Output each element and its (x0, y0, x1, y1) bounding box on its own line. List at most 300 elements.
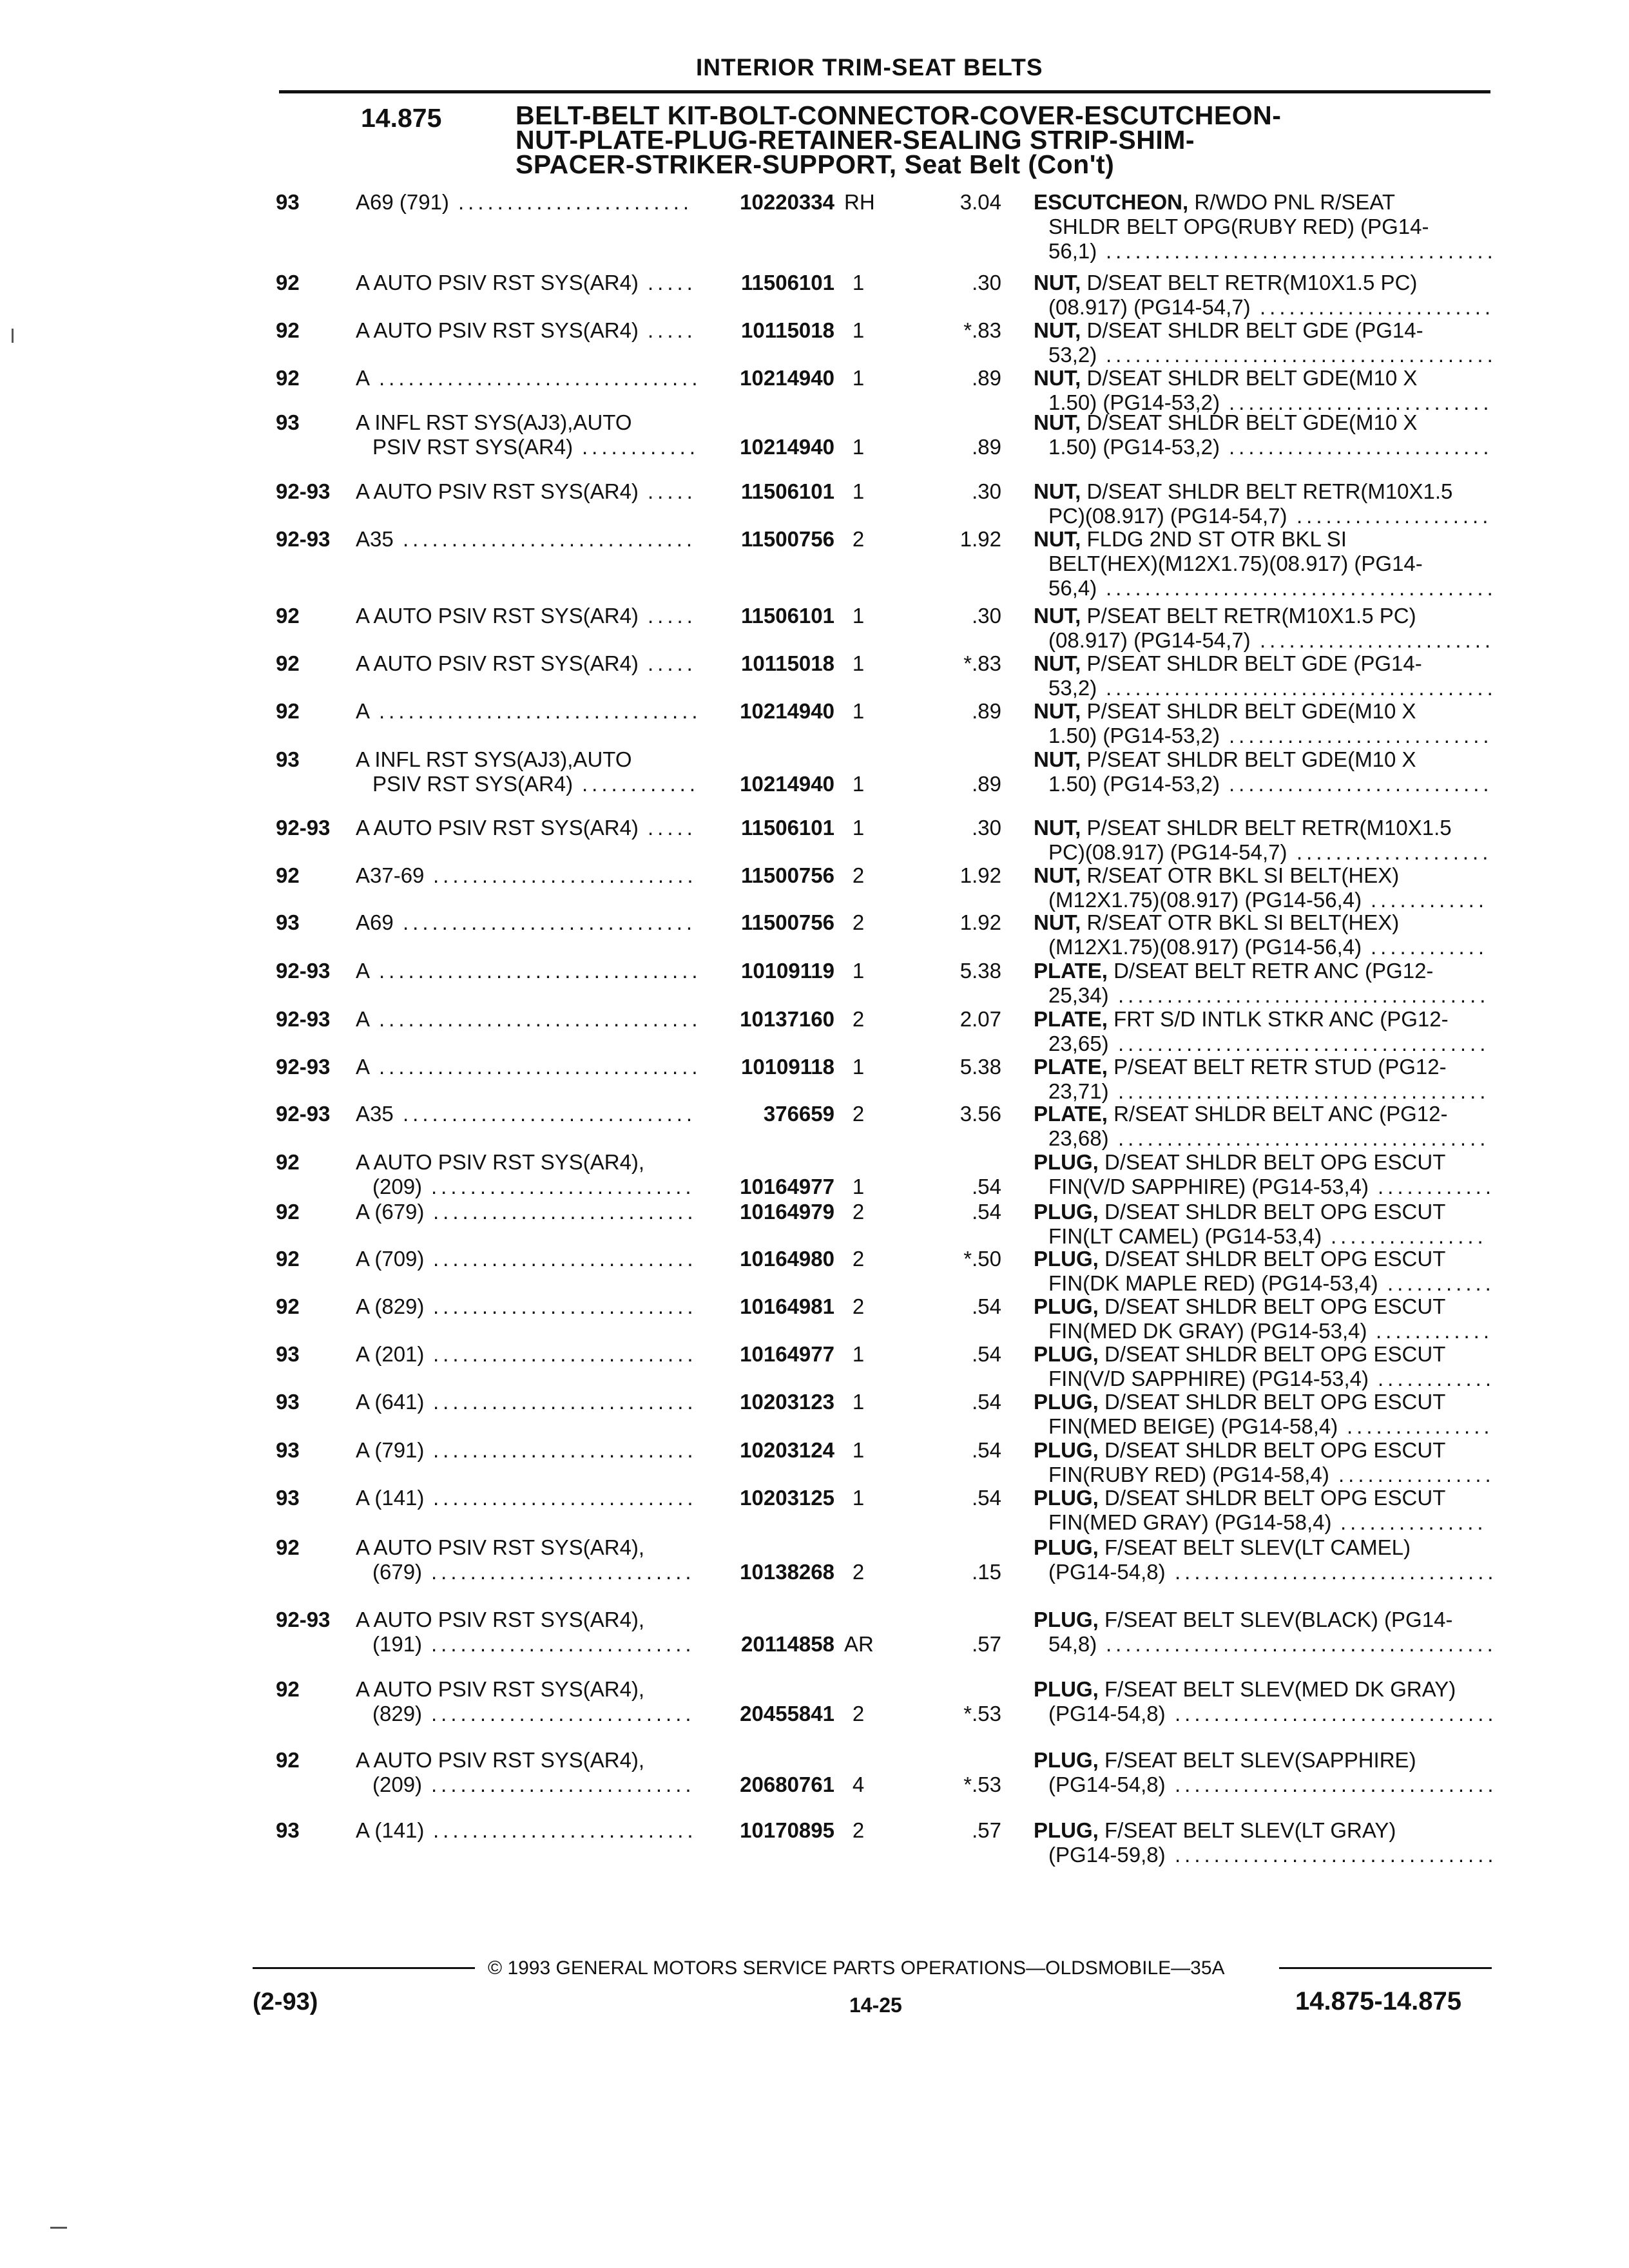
part-number: 11500756 (740, 527, 834, 551)
description-label: PLUG, (1034, 1342, 1099, 1366)
application: A35 (356, 527, 394, 551)
application: A37-69 (356, 863, 425, 887)
description-text: D/SEAT SHLDR BELT OPG ESCUT (1104, 1342, 1446, 1366)
description-line-1 (1034, 747, 1416, 772)
description-line-1 (1034, 816, 1452, 840)
description-text: D/SEAT SHLDR BELT OPG ESCUT (1104, 1390, 1446, 1414)
description-label: PLATE, (1034, 1102, 1108, 1126)
model-year: 93 (276, 1818, 300, 1842)
description-label: NUT, (1034, 479, 1081, 503)
leader-dots: ................................. (1175, 1843, 1498, 1867)
quantity: 1 (852, 366, 865, 390)
description-line-2: PC)(08.917) (PG14-54,7) (1048, 504, 1287, 528)
description-line-2: (M12X1.75)(08.917) (PG14-56,4) (1048, 888, 1362, 912)
quantity: 1 (852, 1486, 865, 1510)
part-number: 10164979 (740, 1200, 834, 1224)
price: .54 (972, 1390, 1001, 1414)
description-label: PLUG, (1034, 1294, 1099, 1318)
price: .30 (972, 604, 1001, 628)
description-line-2: 23,65) (1048, 1032, 1109, 1055)
section-number: 14.875 (361, 103, 442, 133)
leader-dots: ................................. (379, 699, 702, 723)
leader-dots: ........................ (1260, 628, 1495, 652)
leader-dots: ................ (1331, 1224, 1487, 1248)
description-text: D/SEAT SHLDR BELT GDE (PG14- (1086, 318, 1423, 342)
footer-section-range: 14.875-14.875 (1295, 1987, 1462, 2015)
part-number: 11506101 (740, 271, 834, 294)
leader-dots: ........................... (433, 1390, 697, 1414)
description-line-1 (1034, 410, 1417, 435)
model-year: 92 (276, 1247, 300, 1271)
description-label: PLATE, (1034, 959, 1108, 983)
part-number: 10138268 (740, 1560, 834, 1584)
leader-dots: ...................................... (1118, 1032, 1490, 1055)
description-label: ESCUTCHEON, (1034, 190, 1189, 214)
application: A (356, 1007, 371, 1031)
leader-dots: .............................. (403, 527, 697, 551)
leader-dots: ........................... (433, 1200, 697, 1224)
model-year: 92-93 (276, 816, 331, 840)
leader-dots: ........................... (431, 1702, 695, 1725)
description-line-1 (1034, 1438, 1445, 1463)
part-number: 10214940 (740, 435, 834, 459)
description-line-2: FIN(LT CAMEL) (PG14-53,4) (1048, 1224, 1322, 1248)
quantity: RH (844, 190, 875, 214)
part-number: 10115018 (740, 318, 834, 342)
description-line-2: SHLDR BELT OPG(RUBY RED) (PG14- (1048, 215, 1429, 238)
description-label: NUT, (1034, 366, 1081, 390)
leader-dots: ........................................ (1106, 343, 1497, 367)
part-number: 10203124 (740, 1438, 834, 1462)
price: .54 (972, 1438, 1001, 1462)
model-year: 92-93 (276, 1055, 331, 1079)
application: A (791) (356, 1438, 425, 1462)
description-text: R/SEAT SHLDR BELT ANC (PG12- (1113, 1102, 1448, 1126)
part-number: 10109119 (740, 959, 834, 983)
leader-dots: ...................................... (1118, 1079, 1490, 1103)
description-line-2: 1.50) (PG14-53,2) (1048, 772, 1220, 796)
part-number: 10220334 (740, 190, 834, 214)
leader-dots: ..... (648, 318, 697, 342)
description-line-2: FIN(MED BEIGE) (PG14-58,4) (1048, 1414, 1338, 1438)
model-year: 93 (276, 1438, 300, 1462)
part-number: 10214940 (740, 366, 834, 390)
description-text: D/SEAT SHLDR BELT OPG ESCUT (1104, 1247, 1446, 1271)
application: A35 (356, 1102, 394, 1126)
model-year: 92-93 (276, 1608, 331, 1631)
description-line-2: 53,2) (1048, 676, 1097, 700)
application: A AUTO PSIV RST SYS(AR4) (356, 318, 639, 342)
footer-copyright: © 1993 GENERAL MOTORS SERVICE PARTS OPERATIONS—OLDSMOBILE—35A (488, 1957, 1225, 1979)
description-label: PLUG, (1034, 1390, 1099, 1414)
description-text: P/SEAT SHLDR BELT GDE(M10 X (1086, 699, 1416, 723)
description-line-1 (1034, 1818, 1396, 1843)
footer-rule-right (1279, 1967, 1492, 1969)
description-line-2: 53,2) (1048, 343, 1097, 367)
quantity: 2 (852, 1102, 865, 1126)
leader-dots: ............... (1347, 1414, 1494, 1438)
application: A (641) (356, 1390, 425, 1414)
description-line-2: FIN(V/D SAPPHIRE) (PG14-53,4) (1048, 1367, 1369, 1390)
description-line-2: (M12X1.75)(08.917) (PG14-56,4) (1048, 935, 1362, 959)
description-line-1 (1034, 1200, 1445, 1224)
leader-dots: ........................... (431, 1175, 695, 1198)
price: .54 (972, 1342, 1001, 1366)
description-line-2: (PG14-54,8) (1048, 1773, 1166, 1796)
leader-dots: ............ (1378, 1367, 1496, 1390)
part-number: 10203125 (740, 1486, 834, 1510)
price: *.83 (963, 318, 1001, 342)
section-title-line-3: SPACER-STRIKER-SUPPORT, Seat Belt (Con't) (516, 149, 1115, 179)
description-label: NUT, (1034, 910, 1081, 934)
description-text: FLDG 2ND ST OTR BKL SI (1086, 527, 1347, 551)
description-line-2: 1.50) (PG14-53,2) (1048, 724, 1220, 747)
leader-dots: ........................... (433, 1342, 697, 1366)
description-text: P/SEAT SHLDR BELT RETR(M10X1.5 (1086, 816, 1452, 840)
description-line-2: (PG14-54,8) (1048, 1702, 1166, 1725)
application: A (356, 959, 371, 983)
price: *.50 (963, 1247, 1001, 1271)
price: .15 (972, 1560, 1001, 1584)
leader-dots: ............ (582, 772, 700, 796)
leader-dots: ................................. (379, 1007, 702, 1031)
description-label: PLUG, (1034, 1535, 1099, 1559)
part-number: 10214940 (740, 699, 834, 723)
description-text: D/SEAT SHLDR BELT OPG ESCUT (1104, 1438, 1446, 1462)
model-year: 92 (276, 651, 300, 675)
price: 2.07 (959, 1007, 1001, 1031)
leader-dots: ........................... (1229, 390, 1493, 414)
price: .89 (972, 366, 1001, 390)
application: A (201) (356, 1342, 425, 1366)
description-line-1 (1034, 1748, 1416, 1773)
model-year: 92-93 (276, 959, 331, 983)
description-label: PLUG, (1034, 1247, 1099, 1271)
leader-dots: ................................. (379, 959, 702, 983)
description-label: PLUG, (1034, 1438, 1099, 1462)
model-year: 92-93 (276, 1007, 331, 1031)
application: A (141) (356, 1818, 425, 1842)
part-number: 10137160 (740, 1007, 834, 1031)
quantity: 2 (852, 1294, 865, 1318)
leader-dots: ................................. (1175, 1560, 1498, 1584)
application: A AUTO PSIV RST SYS(AR4), (356, 1748, 645, 1772)
model-year: 92 (276, 271, 300, 294)
description-text: R/WDO PNL R/SEAT (1194, 190, 1396, 214)
leader-dots: ........................... (1229, 435, 1493, 459)
price: .57 (972, 1632, 1001, 1656)
description-line-1 (1034, 1486, 1445, 1510)
leader-dots: ........................... (1229, 772, 1493, 796)
description-text: D/SEAT SHLDR BELT GDE(M10 X (1086, 410, 1418, 434)
part-number: 10164981 (740, 1294, 834, 1318)
footer-rule-left (253, 1967, 475, 1969)
leader-dots: ........................... (433, 1486, 697, 1510)
quantity: 2 (852, 863, 865, 887)
quantity: 2 (852, 1560, 865, 1584)
description-line-2: FIN(V/D SAPPHIRE) (PG14-53,4) (1048, 1175, 1369, 1198)
price: *.53 (963, 1773, 1001, 1796)
description-line-1 (1034, 318, 1423, 343)
quantity: 1 (852, 318, 865, 342)
leader-dots: ........................................ (1106, 576, 1497, 600)
description-line-2: 25,34) (1048, 983, 1109, 1007)
description-line-1 (1034, 479, 1452, 504)
quantity: 1 (852, 651, 865, 675)
quantity: 4 (852, 1773, 865, 1796)
model-year: 92-93 (276, 527, 331, 551)
description-line-2: FIN(RUBY RED) (PG14-58,4) (1048, 1463, 1329, 1486)
leader-dots: ................................. (1175, 1773, 1498, 1796)
model-year: 92 (276, 863, 300, 887)
part-number: 11506101 (740, 604, 834, 628)
description-line-2: (08.917) (PG14-54,7) (1048, 295, 1251, 319)
leader-dots: .................... (1296, 504, 1492, 528)
description-line-3: 56,1) (1048, 239, 1097, 263)
application: A AUTO PSIV RST SYS(AR4), (356, 1150, 645, 1174)
description-label: NUT, (1034, 318, 1081, 342)
section-title-line-1: BELT-BELT KIT-BOLT-CONNECTOR-COVER-ESCUTCHEON- (516, 101, 1282, 130)
model-year: 92 (276, 1200, 300, 1224)
description-line-2: (PG14-59,8) (1048, 1843, 1166, 1867)
application-cont: PSIV RST SYS(AR4) (372, 435, 574, 459)
description-line-1 (1034, 1102, 1447, 1126)
description-line-1 (1034, 1055, 1447, 1079)
description-text: P/SEAT BELT RETR(M10X1.5 PC) (1086, 604, 1416, 628)
leader-dots: ........................... (1229, 724, 1493, 747)
part-number: 20114858 (740, 1632, 834, 1656)
leader-dots: ...................................... (1118, 983, 1490, 1007)
description-label: PLUG, (1034, 1748, 1099, 1772)
model-year: 92 (276, 366, 300, 390)
price: 5.38 (959, 1055, 1001, 1079)
description-line-3: 56,4) (1048, 576, 1097, 600)
application: A69 (791) (356, 190, 449, 214)
quantity: 1 (852, 1175, 865, 1198)
price: 1.92 (959, 910, 1001, 934)
description-line-1 (1034, 910, 1399, 935)
quantity: 1 (852, 604, 865, 628)
application-cont: (191) (372, 1632, 423, 1656)
application: A AUTO PSIV RST SYS(AR4) (356, 271, 639, 294)
leader-dots: ........................... (433, 1818, 697, 1842)
price: 5.38 (959, 959, 1001, 983)
description-text: F/SEAT BELT SLEV(MED DK GRAY) (1104, 1677, 1456, 1701)
description-text: D/SEAT SHLDR BELT OPG ESCUT (1104, 1294, 1446, 1318)
leader-dots: ........................... (433, 1438, 697, 1462)
leader-dots: .................... (1296, 840, 1492, 864)
price: 3.56 (959, 1102, 1001, 1126)
quantity: AR (844, 1632, 874, 1656)
application-cont: (679) (372, 1560, 423, 1584)
leader-dots: ................ (1338, 1463, 1495, 1486)
description-text: D/SEAT SHLDR BELT OPG ESCUT (1104, 1150, 1446, 1174)
leader-dots: .............................. (403, 1102, 697, 1126)
leader-dots: ........................... (433, 1294, 697, 1318)
description-text: P/SEAT SHLDR BELT GDE (PG14- (1086, 651, 1422, 675)
description-line-1 (1034, 1535, 1411, 1560)
leader-dots: ........................... (431, 1632, 695, 1656)
price: .89 (972, 699, 1001, 723)
description-line-2: (08.917) (PG14-54,7) (1048, 628, 1251, 652)
description-text: D/SEAT SHLDR BELT RETR(M10X1.5 (1086, 479, 1453, 503)
quantity: 1 (852, 699, 865, 723)
section-title-line-2: NUT-PLATE-PLUG-RETAINER-SEALING STRIP-SHIM- (516, 125, 1195, 155)
part-number: 10115018 (740, 651, 834, 675)
description-line-1 (1034, 366, 1417, 390)
model-year: 92-93 (276, 1102, 331, 1126)
model-year: 93 (276, 747, 300, 771)
part-number: 10164977 (740, 1175, 834, 1198)
price: .54 (972, 1200, 1001, 1224)
application: A INFL RST SYS(AJ3),AUTO (356, 410, 632, 434)
description-line-2: PC)(08.917) (PG14-54,7) (1048, 840, 1287, 864)
part-number: 10164980 (740, 1247, 834, 1271)
description-text: R/SEAT OTR BKL SI BELT(HEX) (1086, 910, 1400, 934)
part-number: 11506101 (740, 479, 834, 503)
quantity: 1 (852, 271, 865, 294)
quantity: 1 (852, 959, 865, 983)
application: A (679) (356, 1200, 425, 1224)
description-line-1 (1034, 863, 1399, 888)
leader-dots: ............... (1340, 1510, 1487, 1534)
description-label: PLUG, (1034, 1486, 1099, 1510)
application-cont: (209) (372, 1175, 423, 1198)
application: A (356, 1055, 371, 1079)
description-label: PLUG, (1034, 1677, 1099, 1701)
description-text: D/SEAT SHLDR BELT OPG ESCUT (1104, 1486, 1446, 1510)
description-line-1 (1034, 1342, 1445, 1367)
leader-dots: ..... (648, 816, 697, 840)
leader-dots: .............................. (403, 910, 697, 934)
description-line-1 (1034, 699, 1416, 724)
quantity: 2 (852, 527, 865, 551)
description-line-2: FIN(DK MAPLE RED) (PG14-53,4) (1048, 1271, 1378, 1295)
model-year: 92 (276, 699, 300, 723)
description-label: NUT, (1034, 410, 1081, 434)
description-line-1 (1034, 1294, 1445, 1319)
description-text: F/SEAT BELT SLEV(LT GRAY) (1104, 1818, 1396, 1842)
description-line-1 (1034, 527, 1347, 552)
leader-dots: ................................. (1175, 1702, 1498, 1725)
description-label: PLATE, (1034, 1007, 1108, 1031)
description-line-1 (1034, 1247, 1445, 1271)
part-number: 10203123 (740, 1390, 834, 1414)
application: A AUTO PSIV RST SYS(AR4), (356, 1608, 645, 1631)
application: A AUTO PSIV RST SYS(AR4) (356, 651, 639, 675)
description-line-1 (1034, 1608, 1452, 1632)
model-year: 93 (276, 1390, 300, 1414)
description-label: PLUG, (1034, 1608, 1099, 1631)
leader-dots: ............ (1371, 888, 1489, 912)
application: A AUTO PSIV RST SYS(AR4) (356, 816, 639, 840)
description-text: F/SEAT BELT SLEV(SAPPHIRE) (1104, 1748, 1416, 1772)
leader-dots: ............ (1378, 1175, 1496, 1198)
model-year: 92 (276, 1748, 300, 1772)
quantity: 2 (852, 1818, 865, 1842)
application: A (141) (356, 1486, 425, 1510)
price: .57 (972, 1818, 1001, 1842)
description-line-2: 1.50) (PG14-53,2) (1048, 435, 1220, 459)
leader-dots: ..... (648, 604, 697, 628)
description-line-2: BELT(HEX)(M12X1.75)(08.917) (PG14- (1048, 552, 1423, 575)
description-line-1 (1034, 1007, 1449, 1032)
model-year: 92-93 (276, 479, 331, 503)
model-year: 93 (276, 190, 300, 214)
leader-dots: ........................................ (1106, 676, 1497, 700)
quantity: 1 (852, 435, 865, 459)
description-label: NUT, (1034, 747, 1081, 771)
application: A (356, 366, 371, 390)
price: .30 (972, 479, 1001, 503)
description-text: D/SEAT SHLDR BELT OPG ESCUT (1104, 1200, 1446, 1224)
leader-dots: ............ (1376, 1319, 1494, 1343)
description-label: NUT, (1034, 271, 1081, 294)
description-label: PLUG, (1034, 1818, 1099, 1842)
description-text: F/SEAT BELT SLEV(LT CAMEL) (1104, 1535, 1411, 1559)
price: .89 (972, 772, 1001, 796)
application: A (356, 699, 371, 723)
quantity: 1 (852, 479, 865, 503)
part-number: 11500756 (740, 863, 834, 887)
part-number: 376659 (763, 1102, 834, 1126)
model-year: 93 (276, 410, 300, 434)
price: .54 (972, 1175, 1001, 1198)
description-text: R/SEAT OTR BKL SI BELT(HEX) (1086, 863, 1400, 887)
description-text: D/SEAT BELT RETR(M10X1.5 PC) (1086, 271, 1418, 294)
leader-dots: ........................................ (1106, 1632, 1497, 1656)
leader-dots: ........................... (431, 1560, 695, 1584)
scan-mark (50, 2227, 67, 2229)
scan-mark (12, 329, 14, 343)
application: A69 (356, 910, 394, 934)
quantity: 1 (852, 1438, 865, 1462)
model-year: 92 (276, 1535, 300, 1559)
leader-dots: ..... (648, 271, 697, 294)
quantity: 1 (852, 772, 865, 796)
page-title: INTERIOR TRIM-SEAT BELTS (696, 54, 1043, 81)
quantity: 2 (852, 1247, 865, 1271)
description-line-1 (1034, 271, 1417, 295)
leader-dots: ............ (582, 435, 700, 459)
description-line-1 (1034, 959, 1433, 983)
description-line-2: 23,71) (1048, 1079, 1109, 1103)
footer-date: (2-93) (253, 1988, 318, 2015)
part-number: 10109118 (740, 1055, 834, 1079)
price: .54 (972, 1486, 1001, 1510)
leader-dots: ........................................ (1106, 239, 1497, 263)
footer-page-number: 14-25 (849, 1994, 902, 2017)
leader-dots: ................................. (379, 366, 702, 390)
part-number: 10170895 (740, 1818, 834, 1842)
price: .30 (972, 271, 1001, 294)
description-label: NUT, (1034, 863, 1081, 887)
price: .30 (972, 816, 1001, 840)
leader-dots: ........................... (433, 863, 697, 887)
application: A AUTO PSIV RST SYS(AR4) (356, 479, 639, 503)
leader-dots: ........................ (1260, 295, 1495, 319)
header-rule (279, 90, 1490, 93)
leader-dots: ..... (648, 651, 697, 675)
model-year: 93 (276, 1486, 300, 1510)
price: .89 (972, 435, 1001, 459)
price: *.53 (963, 1702, 1001, 1725)
description-line-1 (1034, 1150, 1445, 1175)
part-number: 20455841 (740, 1702, 834, 1725)
description-line-2: FIN(MED GRAY) (PG14-58,4) (1048, 1510, 1332, 1534)
description-label: NUT, (1034, 651, 1081, 675)
model-year: 92 (276, 1677, 300, 1701)
